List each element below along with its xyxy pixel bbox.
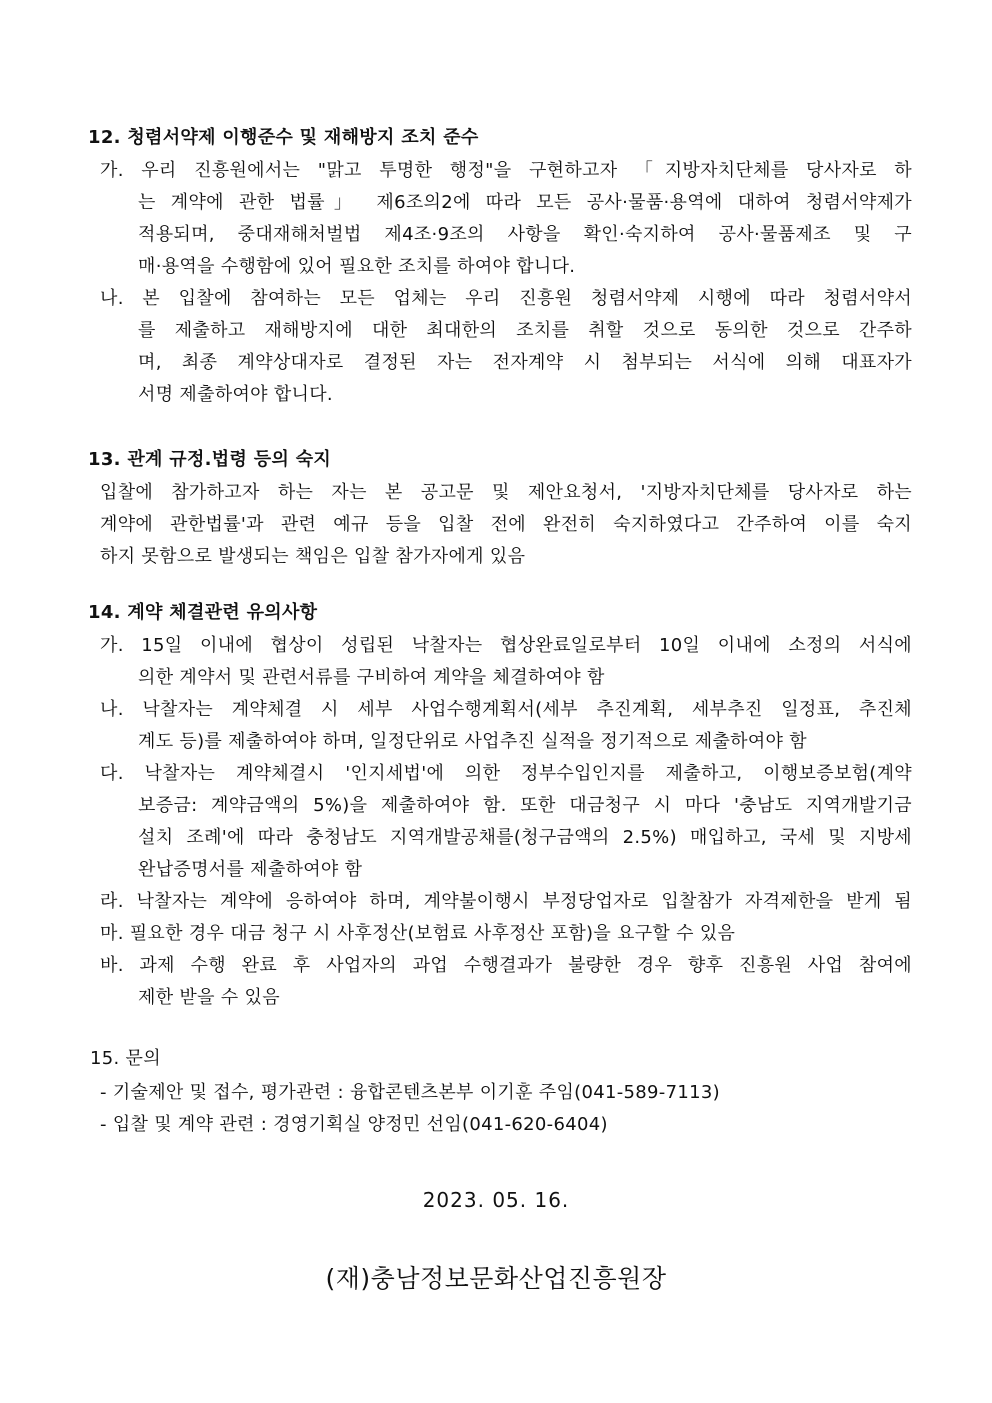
- section-12-item-na-line-2: 를 제출하고 재해방지에 대한 최대한의 조치를 취할 것으로 동의한 것으로 간주하: [138, 320, 912, 341]
- section-14-item-da-line-2: 보증금: 계약금액의 5%)을 제출하여야 함. 또한 대금청구 시 마다 '충남도 지역개발기금: [138, 795, 912, 816]
- section-14-item-ba-line-1: 바. 과제 수행 완료 후 사업자의 과업 수행결과가 불량한 경우 향후 진흥원 사업 참여에: [100, 955, 912, 976]
- section-12-title: 12. 청렴서약제 이행준수 및 재해방지 조치 준수: [88, 127, 479, 148]
- section-12-item-na-line-3: 며, 최종 계약상대자로 결정된 자는 전자계약 시 첨부되는 서식에 의해 대표자가: [138, 352, 912, 373]
- section-12-item-ga-line-4: 매·용역을 수행함에 있어 필요한 조치를 하여야 합니다.: [138, 256, 576, 277]
- section-12-item-na-line-1: 나. 본 입찰에 참여하는 모든 업체는 우리 진흥원 청렴서약제 시행에 따라 청렴서약서: [100, 288, 912, 309]
- announcement-date: 2023. 05. 16.: [422, 1188, 570, 1212]
- section-13-body-line-2: 계약에 관한법률'과 관련 예규 등을 입찰 전에 완전히 숙지하였다고 간주하여 이를 숙지: [100, 514, 912, 535]
- section-14-item-na-line-2: 계도 등)를 제출하여야 하며, 일정단위로 사업추진 실적을 정기적으로 제출하여야 함: [138, 731, 807, 752]
- issuer-signature-line: (재)충남정보문화산업진흥원장: [325, 1264, 667, 1293]
- section-13-body-line-1: 입찰에 참가하고자 하는 자는 본 공고문 및 제안요청서, '지방자치단체를 당사자로 하는: [100, 482, 912, 503]
- section-14-item-ga-line-2: 의한 계약서 및 관련서류를 구비하여 계약을 체결하여야 함: [138, 667, 605, 688]
- section-12-item-ga-line-3: 적용되며, 중대재해처벌법 제4조·9조의 사항을 확인·숙지하여 공사·물품제조 및 구: [138, 224, 912, 245]
- section-12-item-na-line-4: 서명 제출하여야 합니다.: [138, 384, 333, 405]
- contact-line-contract: - 입찰 및 계약 관련 : 경영기획실 양정민 선임(041-620-6404): [100, 1114, 608, 1135]
- section-14-title: 14. 계약 체결관련 유의사항: [88, 602, 318, 623]
- section-15-title: 15. 문의: [90, 1048, 161, 1069]
- section-14-item-ba-line-2: 제한 받을 수 있음: [138, 987, 280, 1008]
- section-14-item-ma: 마. 필요한 경우 대금 청구 시 사후정산(보험료 사후정산 포함)을 요구할 수 있음: [100, 923, 736, 944]
- section-13-body-line-3: 하지 못함으로 발생되는 책임은 입찰 참가자에게 있음: [100, 546, 526, 567]
- section-14-item-da-line-1: 다. 낙찰자는 계약체결시 '인지세법'에 의한 정부수입인지를 제출하고, 이행보증보험(계약: [100, 763, 912, 784]
- section-14-item-ra: 라. 낙찰자는 계약에 응하여야 하며, 계약불이행시 부정당업자로 입찰참가 자격제한을 받게 됨: [100, 891, 912, 912]
- contact-line-technical: - 기술제안 및 접수, 평가관련 : 융합콘텐츠본부 이기훈 주임(041-589-7113): [100, 1082, 720, 1103]
- section-14-item-na-line-1: 나. 낙찰자는 계약체결 시 세부 사업수행계획서(세부 추진계획, 세부추진 일정표, 추진체: [100, 699, 912, 720]
- section-14-item-da-line-3: 설치 조례'에 따라 충청남도 지역개발공채를(청구금액의 2.5%) 매입하고, 국세 및 지방세: [138, 827, 912, 848]
- section-12-item-ga-line-1: 가. 우리 진흥원에서는 "맑고 투명한 행정"을 구현하고자 「지방자치단체를 당사자로 하: [100, 160, 912, 181]
- section-13-title: 13. 관계 규정.법령 등의 숙지: [88, 449, 332, 470]
- section-12-item-ga-line-2: 는 계약에 관한 법률」 제6조의2에 따라 모든 공사·물품·용역에 대하여 청렴서약제가: [138, 192, 912, 213]
- section-14-item-da-line-4: 완납증명서를 제출하여야 함: [138, 859, 363, 880]
- section-14-item-ga-line-1: 가. 15일 이내에 협상이 성립된 낙찰자는 협상완료일로부터 10일 이내에 소정의 서식에: [100, 635, 912, 656]
